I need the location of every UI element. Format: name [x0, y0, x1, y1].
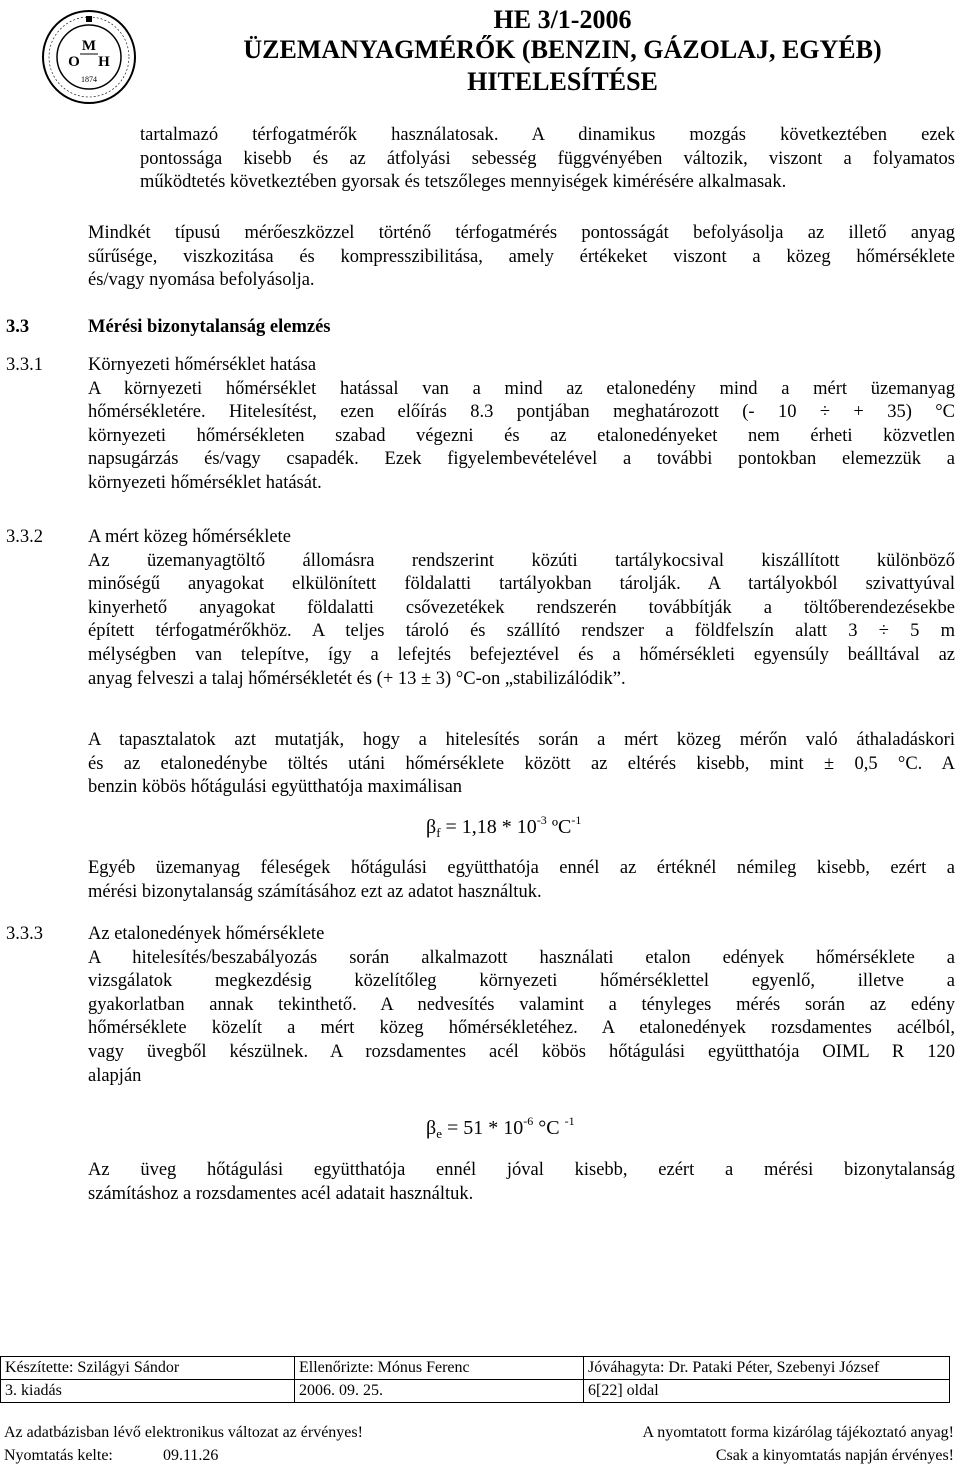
svg-text:H: H — [98, 54, 110, 70]
text-line: pontossága kisebb és az átfolyási sebesség függvényében változik, viszont a folyamatos — [140, 148, 955, 169]
paragraph-measurement — [88, 222, 955, 293]
print-validity-note: Csak a kinyomtatás napján érvényes! — [715, 1447, 954, 1464]
text-line: A környezeti hőmérséklet hatással van a mind az etalonedény mind a mért üzemanyag — [88, 378, 955, 399]
footer-author: Készítette: Szilágyi Sándor — [1, 1357, 295, 1380]
formula-subscript: f — [436, 825, 441, 840]
formula-exponent: -3 — [536, 813, 547, 827]
section-number: 3.3.1 — [6, 355, 43, 375]
svg-text:O: O — [68, 54, 80, 70]
footer-edition: 3. kiadás — [1, 1380, 295, 1403]
formula-unit-exponent: -1 — [571, 813, 582, 827]
paragraph-other-fuels — [88, 857, 955, 904]
formula-unit-exponent: -1 — [564, 1114, 575, 1128]
text-line: környezeti hőmérséklet hatását. — [88, 472, 322, 493]
formula-value: = 1,18 * 10 — [440, 816, 537, 838]
formula-symbol: β — [426, 816, 437, 838]
text-line: gyakorlatban annak tekinthető. A nedvesítés valamint a tényleges mérés során az edény — [88, 994, 955, 1015]
text-line: mérési bizonytalanság számításához ezt az adatot használtuk. — [88, 881, 542, 902]
text-line: A hitelesítés/beszabályozás során alkalmazott használati etalon edények hőmérséklete a — [88, 947, 955, 968]
text-line: A tapasztalatok azt mutatják, hogy a hitelesítés során a mért közeg mérőn való áthaladáskori — [88, 730, 955, 750]
svg-text:1874: 1874 — [81, 75, 97, 84]
text-line: vagy üvegből készülnek. A rozsdamentes acél köbös hőtágulási együtthatója OIML R 120 — [88, 1041, 955, 1062]
footer-row — [1, 1357, 950, 1380]
formula-beta-f — [426, 813, 582, 840]
svg-text:M: M — [81, 38, 97, 54]
print-date: 09.11.26 — [163, 1447, 219, 1464]
section-number: 3.3.3 — [6, 924, 43, 944]
logo-seal — [40, 8, 138, 106]
section-title: Mérési bizonytalanság elemzés — [88, 317, 331, 337]
footer-reviewer: Ellenőrizte: Mónus Ferenc — [295, 1357, 584, 1380]
text-line: mélységben van telepítve, így a lefejtés befejeztével és a hőmérsékleti egyensúly beálltával az — [88, 644, 955, 665]
text-line: és/vagy nyomása befolyásolja. — [88, 270, 315, 291]
doc-title: ÜZEMANYAGMÉRŐK (BENZIN, GÁZOLAJ, EGYÉB) — [243, 35, 882, 64]
text-line: működtetés következtében gyorsak és tetszőleges mennyiségek kimérésére alkalmasak. — [140, 172, 787, 193]
footer-row — [1, 1380, 950, 1403]
section-332 — [88, 526, 955, 691]
text-line: sűrűsége, viszkozitása és kompresszibilitása, amely értékeket viszont a közeg hőmérséklete — [88, 246, 955, 267]
intro-paragraph — [140, 124, 955, 195]
text-line: hőmérsékletére. Hitelesítést, ezen előírás 8.3 pontjában meghatározott (- 10 ÷ + 35) °C — [88, 402, 955, 423]
section-number: 3.3.2 — [6, 527, 43, 547]
print-date-label: Nyomtatás kelte: — [4, 1447, 113, 1464]
text-line — [88, 1088, 955, 1112]
text-line: hőmérséklete közelít a mért közeg hőmérsékletéhez. A etalonedények rozsdamentes acélból, — [88, 1018, 955, 1039]
formula-symbol: β — [426, 1117, 437, 1139]
doc-subtitle: HITELESÍTÉSE — [467, 67, 658, 96]
section-title: Környezeti hőmérséklet hatása — [88, 355, 317, 375]
text-line: számításhoz a rozsdamentes acél adatait használtuk. — [88, 1183, 474, 1204]
text-line: vizsgálatok megkezdésig közelítőleg környezeti hőmérséklettel egyenlő, illetve a — [88, 971, 955, 992]
print-note: A nyomtatott forma kizárólag tájékoztató anyag! — [642, 1424, 954, 1441]
text-line: és az etalonedénybe töltés utáni hőmérséklete között az eltérés kisebb, mint ± 0,5 °C. A — [88, 753, 955, 774]
section-333 — [88, 923, 955, 1112]
footer-approver: Jóváhagyta: Dr. Pataki Péter, Szebenyi József — [584, 1357, 950, 1380]
section-title: A mért közeg hőmérséklete — [88, 527, 291, 547]
validity-note: Az adatbázisban lévő elektronikus változat az érvényes! — [4, 1424, 363, 1441]
section-331 — [88, 354, 955, 496]
formula-beta-e — [426, 1114, 575, 1141]
text-line: anyag felveszi a talaj hőmérsékletét és (+ 13 ± 3) °C-on „stabilizálódik”. — [88, 668, 626, 689]
section-number: 3.3 — [6, 317, 30, 337]
formula-unit: °C — [533, 1117, 565, 1139]
text-line: tartalmazó térfogatmérők használatosak. A dinamikus mozgás következtében ezek — [140, 125, 955, 145]
text-line: minőségű anyagokat elkülönített földalatti tartályokban tárolják. A tartályokból szivattyúval — [88, 574, 955, 595]
footer-date: 2006. 09. 25. — [295, 1380, 584, 1403]
text-line: napsugárzás és/vagy csapadék. Ezek figyelembevételével a további pontokban elemezzük a — [88, 449, 955, 470]
section-title: Az etalonedények hőmérséklete — [88, 924, 325, 944]
text-line: benzin köbös hőtágulási együtthatója maximálisan — [88, 777, 463, 798]
text-line: Egyéb üzemanyag féleségek hőtágulási együtthatója ennél az értéknél némileg kisebb, ezért a — [88, 858, 955, 878]
text-line: Az üzemanyagtöltő állomásra rendszerint közúti tartálykocsival kiszállított különböző — [88, 550, 955, 571]
footer-table — [0, 1356, 950, 1403]
formula-unit: ºC — [546, 816, 572, 838]
text-line: Mindkét típusú mérőeszközzel történő térfogatmérés pontosságát befolyásolja az illető anyag — [88, 223, 955, 243]
paragraph-observations — [88, 729, 955, 800]
paragraph-glass — [88, 1159, 955, 1206]
footer-page: 6[22] oldal — [584, 1380, 950, 1403]
text-line: Az üveg hőtágulási együtthatója ennél jóval kisebb, ezért a mérési bizonytalanság — [88, 1160, 955, 1180]
formula-value: = 51 * 10 — [441, 1117, 524, 1139]
text-line: alapján — [88, 1065, 142, 1086]
text-line: épített térfogatmérőkhöz. A teljes tároló és szállító rendszer a földfelszín alatt 3 ÷ 5 m — [88, 621, 955, 642]
text-line: kinyerhető anyagokat földalatti csővezetékek rendszerén továbbítják a töltőberendezésekbe — [88, 597, 955, 618]
formula-subscript: e — [436, 1126, 442, 1141]
formula-exponent: -6 — [523, 1114, 534, 1128]
doc-code: HE 3/1-2006 — [493, 5, 632, 34]
text-line: környezeti hőmérsékleten szabad végezni és az etalonedényeket nem érheti közvetlen — [88, 425, 955, 446]
